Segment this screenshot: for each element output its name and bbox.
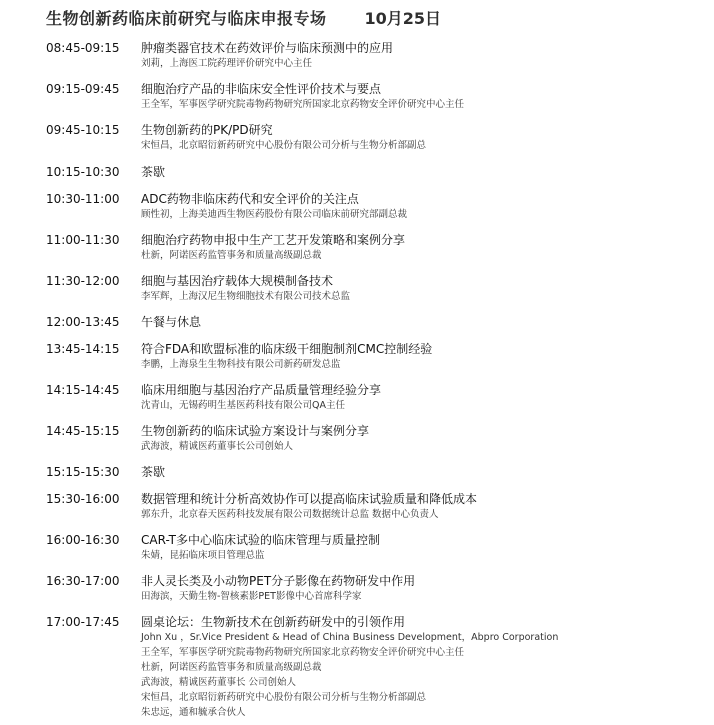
session-speaker: 李军辉，上海汉尼生物细胞技术有限公司技术总监: [141, 291, 351, 302]
session-speaker: 宋恒昌，北京昭衍新药研究中心股份有限公司分析与生物分析部副总: [141, 692, 427, 703]
session-speaker: 朱婧，昆拓临床项目管理总监: [141, 550, 265, 561]
event-date: 10月25日: [364, 8, 442, 28]
session-time: 13:45-14:15: [46, 342, 120, 356]
session-speaker: 杜新，阿诺医药监管事务和质量高级副总裁: [141, 250, 322, 261]
session-speaker: 朱忠远，通和毓承合伙人: [141, 707, 246, 718]
session-time: 16:00-16:30: [46, 533, 120, 547]
session-time: 12:00-13:45: [46, 315, 120, 329]
session-speaker: 沈青山，无锡药明生基医药科技有限公司QA主任: [141, 400, 345, 411]
session-time: 15:30-16:00: [46, 492, 120, 506]
session-time: 09:15-09:45: [46, 82, 120, 96]
session-speaker: 王全军，军事医学研究院毒物药物研究所国家北京药物安全评价研究中心主任: [141, 647, 465, 658]
session-speaker: 郭东升，北京春天医药科技发展有限公司数据统计总监 数据中心负责人: [141, 509, 439, 520]
session-time: 11:00-11:30: [46, 233, 120, 247]
session-topic: ADC药物非临床药代和安全评价的关注点: [141, 192, 359, 206]
session-time: 16:30-17:00: [46, 574, 120, 588]
session-time: 17:00-17:45: [46, 615, 120, 629]
session-speaker: 杜新，阿诺医药监管事务和质量高级副总裁: [141, 662, 322, 673]
session-time: 11:30-12:00: [46, 274, 120, 288]
session-topic: 临床用细胞与基因治疗产品质量管理经验分享: [141, 383, 382, 397]
session-speaker: John Xu ，Sr.Vice President & Head of China Business Development，Abpro Corporation: [141, 632, 559, 643]
session-speaker: 宋恒昌，北京昭衍新药研究中心股份有限公司分析与生物分析部副总: [141, 140, 427, 151]
session-time: 10:30-11:00: [46, 192, 120, 206]
session-topic: 生物创新药的PK/PD研究: [141, 123, 273, 137]
session-time: 09:45-10:15: [46, 123, 120, 137]
session-topic: 茶歇: [141, 165, 166, 179]
session-time: 15:15-15:30: [46, 465, 120, 479]
session-speaker: 武海波，精诚医药董事长 公司创始人: [141, 677, 297, 688]
session-speaker: 田海滨，天勤生物-智核素影PET影像中心首席科学家: [141, 591, 362, 602]
session-topic: 茶歇: [141, 465, 166, 479]
session-topic: 圆桌论坛：生物新技术在创新药研发中的引领作用: [141, 615, 406, 629]
page-header: [46, 6, 441, 28]
session-topic: CAR-T多中心临床试验的临床管理与质量控制: [141, 533, 380, 547]
session-topic: 午餐与休息: [141, 315, 202, 329]
session-topic: 细胞治疗药物申报中生产工艺开发策略和案例分享: [141, 233, 406, 247]
session-time: 14:15-14:45: [46, 383, 120, 397]
session-speaker: 武海波，精诚医药董事长公司创始人: [141, 441, 294, 452]
session-topic: 符合FDA和欧盟标准的临床级干细胞制剂CMC控制经验: [141, 342, 433, 356]
session-topic: 非人灵长类及小动物PET分子影像在药物研发中作用: [141, 574, 416, 588]
session-time: 14:45-15:15: [46, 424, 120, 438]
session-topic: 细胞与基因治疗载体大规模制备技术: [141, 274, 334, 288]
session-time: 08:45-09:15: [46, 41, 120, 55]
session-speaker: 顾性初，上海美迪西生物医药股份有限公司临床前研究部副总裁: [141, 209, 408, 220]
session-time: 10:15-10:30: [46, 165, 120, 179]
session-speaker: 李鹏，上海泉生生物科技有限公司新药研发总监: [141, 359, 341, 370]
session-topic: 数据管理和统计分析高效协作可以提高临床试验质量和降低成本: [141, 492, 478, 506]
session-speaker: 王全军，军事医学研究院毒物药物研究所国家北京药物安全评价研究中心主任: [141, 99, 465, 110]
page-title: 生物创新药临床前研究与临床申报专场: [46, 8, 327, 28]
session-topic: 肿瘤类器官技术在药效评价与临床预测中的应用: [141, 41, 394, 55]
session-topic: 生物创新药的临床试验方案设计与案例分享: [141, 424, 370, 438]
session-topic: 细胞治疗产品的非临床安全性评价技术与要点: [141, 82, 382, 96]
session-speaker: 刘莉，上海医工院药理评价研究中心主任: [141, 58, 313, 69]
